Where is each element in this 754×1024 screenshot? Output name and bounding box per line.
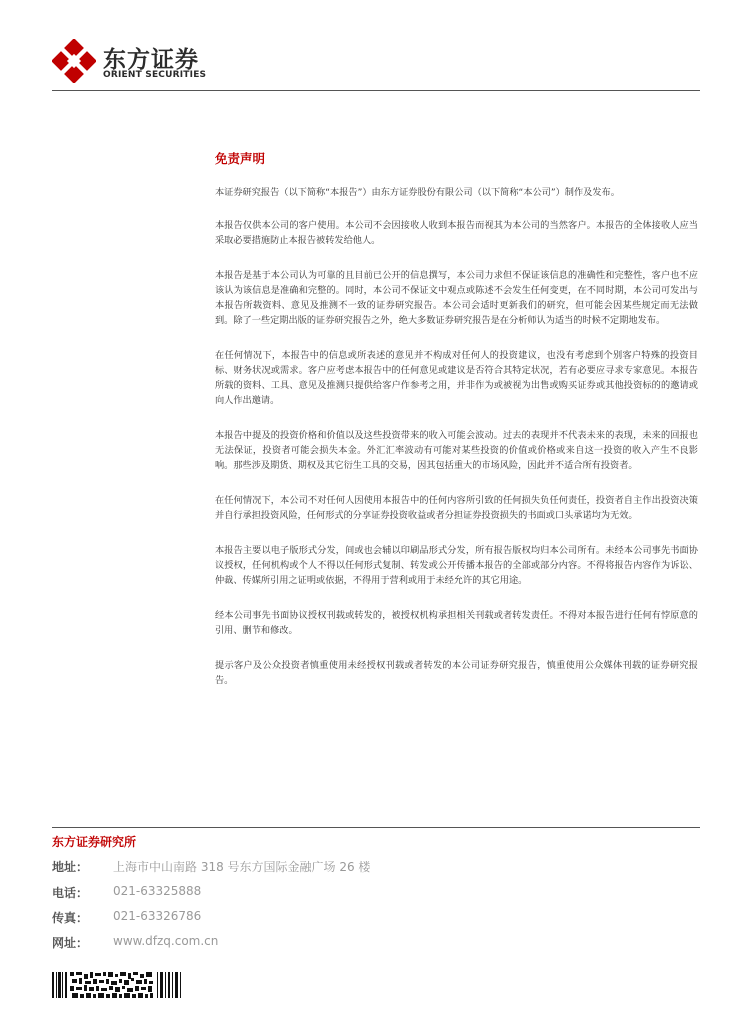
phone-label: 电话： xyxy=(52,886,89,900)
footer-divider xyxy=(52,827,700,828)
website-label: 网址： xyxy=(52,936,89,950)
address-value: 上海市中山南路 318 号东方国际金融广场 26 楼 xyxy=(113,860,371,874)
header-divider xyxy=(52,90,700,91)
fax-value: 021-63326786 xyxy=(113,909,202,923)
disclaimer-paragraph: 提示客户及公众投资者慎重使用未经授权刊载或者转发的本公司证券研究报告，慎重使用公众媒体刊载的证券研究报告。 xyxy=(215,660,698,686)
disclaimer-paragraph: 本证券研究报告（以下简称“本报告”）由东方证券股份有限公司（以下简称“本公司”）制作及发布。 xyxy=(215,187,620,198)
fax-label: 传真： xyxy=(52,911,89,925)
disclaimer-title: 免责声明 xyxy=(215,151,266,166)
fax-row xyxy=(52,909,512,929)
website-row xyxy=(52,934,512,954)
disclaimer-paragraph: 在任何情况下，本公司不对任何人因使用本报告中的任何内容所引致的任何损失负任何责任，投资者自主作出投资决策并自行承担投资风险，任何形式的分享证券投资收益或者分担证券投资损失的书面或口头承诺均为无效。 xyxy=(215,495,698,521)
company-logo xyxy=(52,39,212,83)
disclaimer-paragraph: 本报告中提及的投资价格和价值以及这些投资带来的收入可能会波动。过去的表现并不代表未来的表现，未来的回报也无法保证，投资者可能会损失本金。外汇汇率波动有可能对某些投资的价值或价格或来自这一投资的收入产生不良影响。那些涉及期货、期权及其它衍生工具的交易，因其包括重大的市场风险，因此并不适合所有投资者。 xyxy=(215,430,698,471)
barcode-icon xyxy=(52,972,182,998)
logo-text-en: ORIENT SECURITIES xyxy=(103,70,207,80)
address-row xyxy=(52,858,512,878)
logo-text-cn: 东方证券 xyxy=(103,47,199,73)
address-label: 地址： xyxy=(52,860,89,874)
disclaimer-paragraph: 经本公司事先书面协议授权刊载或转发的，被授权机构承担相关刊载或者转发责任。不得对本报告进行任何有悖原意的引用、删节和修改。 xyxy=(215,610,698,636)
website-link[interactable]: www.dfzq.com.cn xyxy=(113,934,219,948)
disclaimer-paragraph: 在任何情况下，本报告中的信息或所表述的意见并不构成对任何人的投资建议，也没有考虑到个别客户特殊的投资目标、财务状况或需求。客户应考虑本报告中的任何意见或建议是否符合其特定状况，若有必要应寻求专家意见。本报告所载的资料、工具、意见及推测只提供给客户作参考之用，并非作为或被视为出售或购买证券或其他投资标的的邀请或向人作出邀请。 xyxy=(215,350,698,406)
disclaimer-paragraph: 本报告主要以电子版形式分发，间或也会辅以印刷品形式分发，所有报告版权均归本公司所有。未经本公司事先书面协议授权，任何机构或个人不得以任何形式复制、转发或公开传播本报告的全部或部分内容。不得将报告内容作为诉讼、仲裁、传媒所引用之证明或依据，不得用于营利或用于未经允许的其它用途。 xyxy=(215,545,698,586)
disclaimer-paragraph: 本报告是基于本公司认为可靠的且目前已公开的信息撰写，本公司力求但不保证该信息的准确性和完整性，客户也不应该认为该信息是准确和完整的。同时，本公司不保证文中观点或陈述不会发生任何变更，在不同时期，本公司可发出与本报告所载资料、意见及推测不一致的证券研究报告。本公司会适时更新我们的研究，但可能会因某些规定而无法做到。除了一些定期出版的证券研究报告之外，绝大多数证券研究报告是在分析师认为适当的时候不定期地发布。 xyxy=(215,270,698,326)
phone-row xyxy=(52,884,512,904)
institute-name: 东方证券研究所 xyxy=(52,835,137,849)
disclaimer-body xyxy=(215,185,698,708)
orient-securities-logo-icon xyxy=(52,39,96,83)
disclaimer-paragraph: 本报告仅供本公司的客户使用。本公司不会因接收人收到本报告而视其为本公司的当然客户。本报告的全体接收人应当采取必要措施防止本报告被转发给他人。 xyxy=(215,220,698,246)
phone-value: 021-63325888 xyxy=(113,884,202,898)
